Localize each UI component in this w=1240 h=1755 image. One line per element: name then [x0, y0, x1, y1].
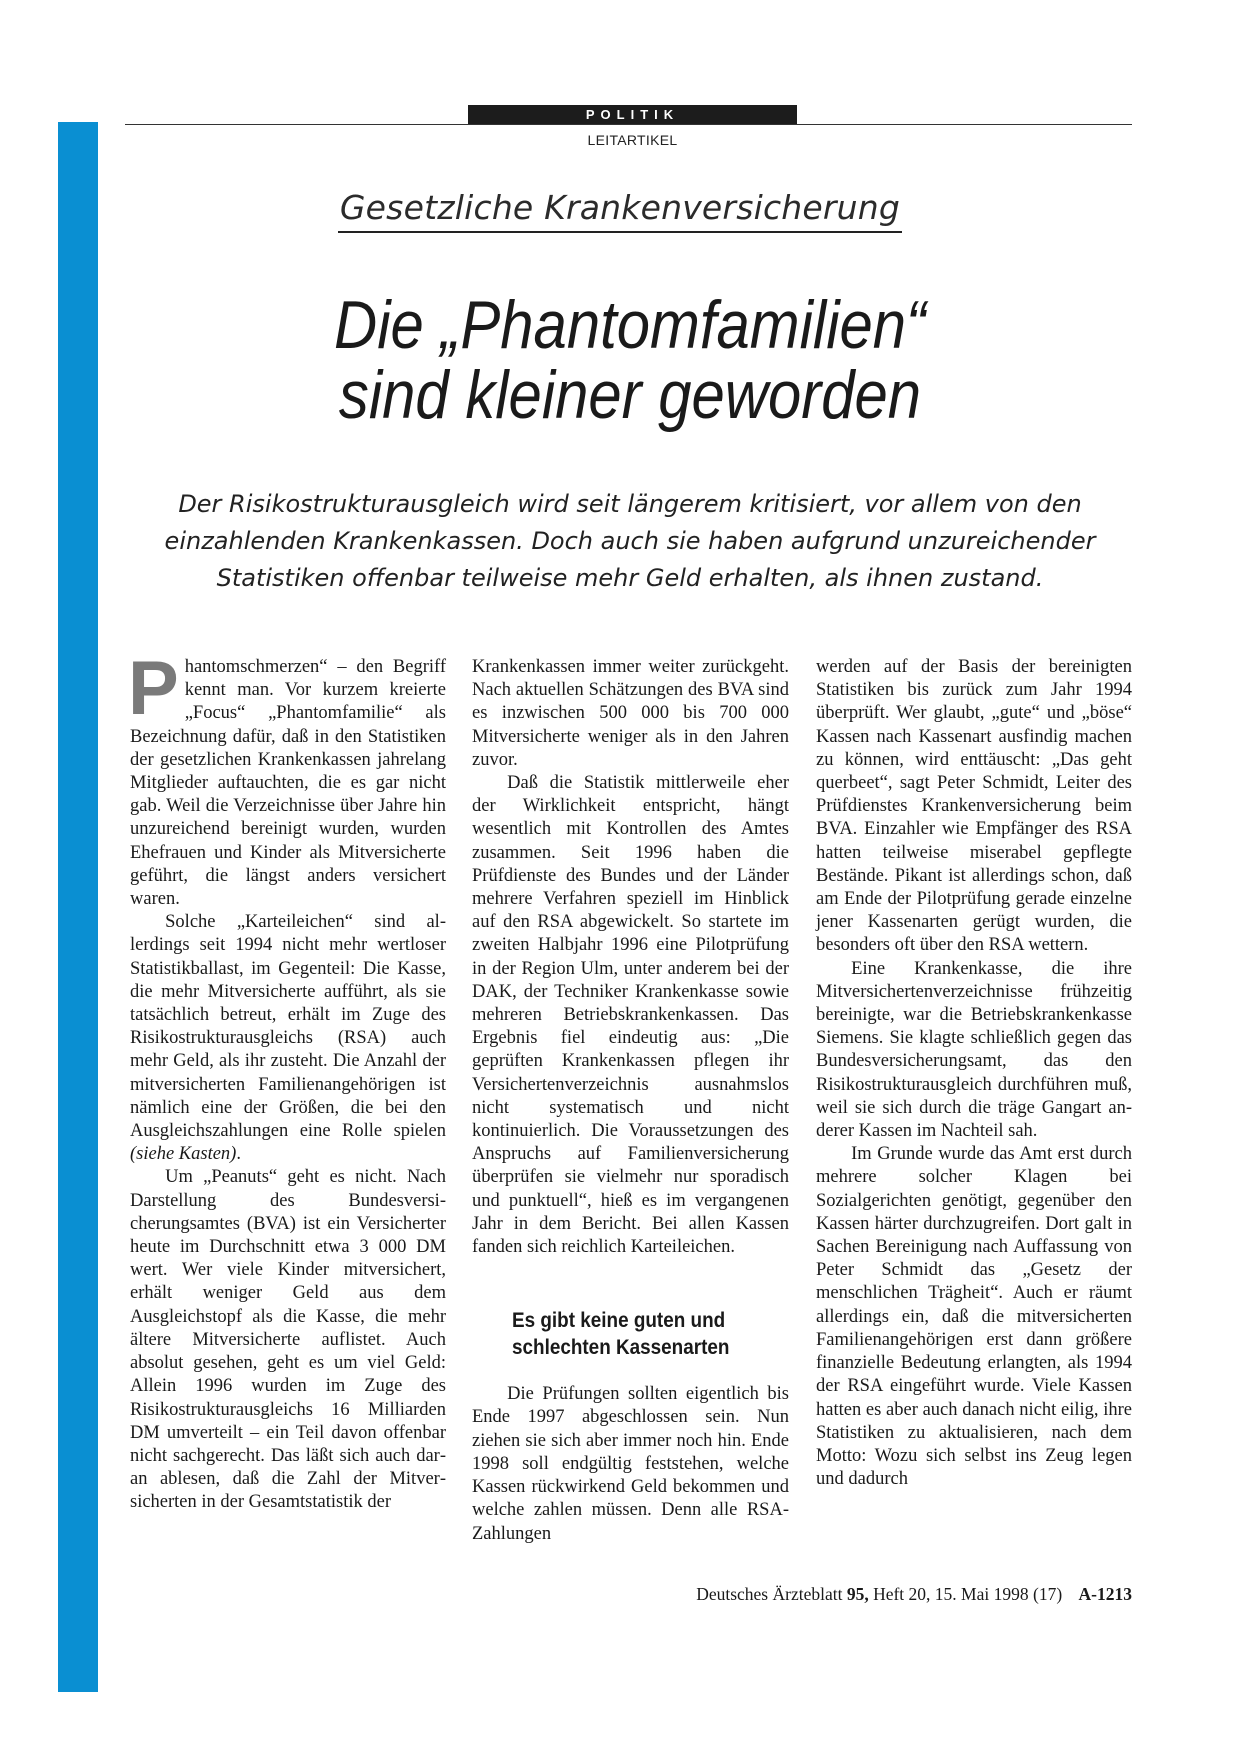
- subheading-line: Es gibt keine guten und: [512, 1309, 726, 1333]
- subheading-line: schlechten Kassenarten: [512, 1336, 730, 1360]
- headline-line: Die „Phantomfamilien“: [334, 287, 926, 363]
- section-rubric: POLITIK: [468, 105, 797, 124]
- section-subrubric: LEITARTIKEL: [587, 132, 678, 148]
- accent-side-bar: [58, 122, 98, 1692]
- page-footer: [696, 1584, 1132, 1605]
- page-number: A-1213: [1078, 1584, 1132, 1604]
- paragraph: Daß die Statistik mittlerweile eher der Wirklichkeit entspricht, hängt wesentlich mit Kontrollen des Amtes zusammen. Seit 1996 haben die Prüfdienste des Bundes und der Länder mehrere Verfahren speziell im Hinblick auf den RSA abgewickelt. So startete im zweiten Halbjahr 1996 eine Pilotprüfung in der Region Ulm, unter anderem bei der DAK, der Techniker Krankenkasse sowie mehreren Betriebskrankenkassen. Das Ergebnis fiel eindeutig aus: „Die geprüften Krankenkassen pflegen ihr Versichertenverzeichnis ausnahmslos nicht systematisch und nicht kontinuierlich. Die Voraussetzungen des Anspruchs auf Familienversicherung überprüfen sie vielmehr nur sporadisch und punktuell“, hieß es im vergangenen Jahr in dem Bericht. Bei allen Kassen fanden sich reichlich Karteileichen.: [472, 773, 789, 1258]
- section-subheading: [512, 1307, 761, 1361]
- paragraph: Krankenkassen immer weiter zurückgeht. Nach aktuellen Schätzungen des BVA sind es inzwischen 500 000 bis 700 000 Mitversicherte weniger als in den Jahren zuvor.: [472, 657, 789, 770]
- kicker-text: Gesetzliche Krankenversicherung: [338, 188, 902, 233]
- paragraph-text: hantomschmerzen“ – den Begriff kennt man. Vor kurzem kreierte „Focus“ „Phantomfamilie“ als Bezeichnung dafür, daß in den Statistiken der gesetzlichen Krankenkassen jahrelang Mitglieder auftauchten, die es gar nicht gab. Weil die Verzeichnisse über Jahre hin unzureichend bereinigt wurden, wurden Ehefrauen und Kinder als Mitversicherte geführt, die längst anders versichert waren.: [130, 657, 446, 910]
- lead-line: einzahlenden Krankenkassen. Doch auch sie haben aufgrund unzureichender: [164, 527, 1096, 555]
- article-lead: [130, 486, 1130, 597]
- article-kicker: [0, 188, 1240, 233]
- lead-line: Statistiken offenbar teilweise mehr Geld erhalten, als ihnen zustand.: [216, 564, 1044, 592]
- paragraph: Eine Krankenkasse, die ihre Mitversichertenverzeichnisse frühzeitig bereinigte, war die Betriebskrankenkasse Siemens. Sie klagte schließlich gegen das Bundesversicherungsamt, das den Risikostrukturausgleich durchführen muß, weil sie sich durch die träge Gangart anderer Kassen im Nachteil sah.: [816, 958, 1132, 1142]
- paragraph: Die Prüfungen sollten eigentlich bis Ende 1997 abgeschlossen sein. Nun ziehen sie sich aber immer noch hin. Ende 1998 soll endgültig feststehen, welche Kassen rückwirkend Geld bekommen und welche zahlen müssen. Denn alle RSA-Zahlungen: [472, 1384, 789, 1544]
- text-column-2: [472, 656, 789, 1546]
- dropcap-letter: P: [128, 646, 179, 731]
- paragraph: werden auf der Basis der bereinigten Statistiken bis zurück zum Jahr 1994 überprüft. Wer glaubt, „gute“ und „böse“ Kassen nach Kassenart ausfindig machen zu können, wird enttäuscht: „Das geht querbeet“, sagt Peter Schmidt, Leiter des Prüfdienstes Krankenversicherung beim BVA. Einzahler wie Empfänger des RSA hatten teilweise miserabel gepflegte Bestände. Pikant ist allerdings schon, daß am Ende der Pilotprüfung gerade einzelne jener Kassenarten gerügt wurden, die besonders oft über den RSA wettern.: [816, 657, 1132, 956]
- article-headline: [181, 287, 1079, 433]
- lead-line: Der Risikostrukturausgleich wird seit längerem kritisiert, vor allem von den: [178, 490, 1082, 518]
- header-rule: [125, 124, 1132, 125]
- paragraph: Im Grunde wurde das Amt erst durch mehrere solcher Klagen bei Sozialgerichten genötigt, gegenüber den Kassen härter durchzugreifen. Dort galt in Sachen Bereinigung nach Auffassung von Peter Schmidt das „Gesetz der menschlichen Trägheit“. Auch er räumt allerdings ein, daß die mitversicherten Familienangehörigen erst dann größere finanzielle Bedeutung erlangten, als 1994 der RSA eingeführt wurde. Viele Kassen hatten es aber auch danach nicht eilig, ihre Statistiken zu aktualisieren, nach dem Motto: Wozu sich selbst ins Zeug legen und dadurch: [816, 1144, 1132, 1490]
- paragraph-text: Solche „Karteileichen“ sind allerdings seit 1994 nicht mehr wertloser Statistikballast, im Gegenteil: Die Kasse, die mehr Mitversicherte aufführt, als sie tatsächlich betreut, erhält im Zuge des Risikostrukturausgleichs (RSA) auch mehr Geld, als ihr zusteht. Die Anzahl der mitversicherten Familienangehörigen ist nämlich eine der Größen, die bei den Ausgleichszahlungen eine Rolle spielen: [130, 912, 446, 1142]
- paragraph: [128, 646, 446, 911]
- text-column-3: [816, 656, 1132, 1491]
- journal-name: Deutsches Ärzteblatt: [696, 1584, 843, 1604]
- issue-info: Heft 20, 15. Mai 1998 (17): [873, 1584, 1063, 1604]
- headline-line: sind kleiner geworden: [338, 357, 922, 433]
- text-column-1: [128, 646, 446, 1515]
- paragraph: [130, 911, 446, 1166]
- journal-volume: 95,: [846, 1584, 869, 1604]
- paragraph-end: .: [236, 1144, 241, 1165]
- paragraph: Um „Peanuts“ geht es nicht. Nach Darstellung des Bundesversicherungsamtes (BVA) ist ein Versicherter heute im Durchschnitt etwa 3 000 DM wert. Wer viele Kinder mitversichert, erhält weniger Geld aus dem Ausgleichstopf als die Kasse, die mehr ältere Mitversicherte auflistet. Auch absolut gesehen, geht es um viel Geld: Allein 1996 wurden im Zuge des Risikostrukturausgleichs 16 Milliarden DM umverteilt – ein Teil davon offenbar nicht sachgerecht. Das läßt sich auch daran ablesen, daß die Zahl der Mitversicherten in der Gesamtstatistik der: [130, 1167, 446, 1513]
- box-reference: (siehe Kasten): [130, 1144, 237, 1165]
